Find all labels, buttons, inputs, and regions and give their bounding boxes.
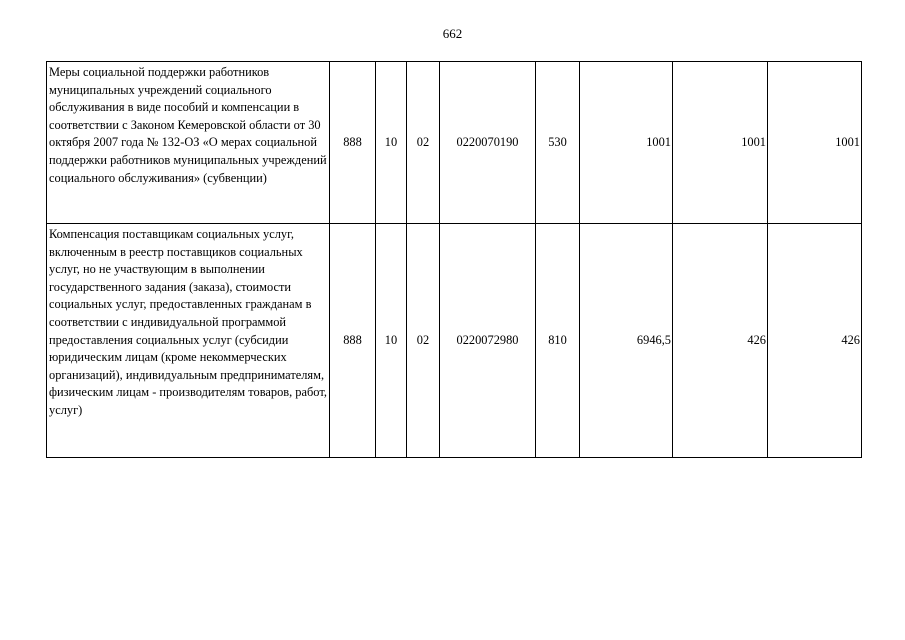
page-number: 662 (442, 26, 463, 41)
table-row (47, 62, 862, 224)
expense-type-code: 530 (536, 62, 580, 224)
amount-year-3: 426 (768, 224, 862, 458)
table-row (47, 224, 862, 458)
expense-type-code: 810 (536, 224, 580, 458)
amount-year-2: 1001 (673, 62, 768, 224)
amount-year-1: 1001 (580, 62, 673, 224)
ministry-code: 888 (330, 62, 376, 224)
subsection-code: 02 (407, 224, 440, 458)
expense-description: Компенсация поставщикам социальных услуг, включенным в реестр поставщиков социальных услуг, но не участвующим в выполнении государственного задания (заказа), стоимости социальных услуг, предоставленных гражданам в соответствии с индивидуальной программой предоставления социальных услуг (субсидии юридическим лицам (кроме некоммерческих организаций), индивидуальным предпринимателям, физическим лицам - производителям товаров, работ, услуг) (47, 224, 330, 458)
subsection-code: 02 (407, 62, 440, 224)
budget-table (46, 61, 862, 458)
ministry-code: 888 (330, 224, 376, 458)
target-article-code: 0220072980 (440, 224, 536, 458)
amount-year-3: 1001 (768, 62, 862, 224)
amount-year-1: 6946,5 (580, 224, 673, 458)
section-code: 10 (376, 224, 407, 458)
amount-year-2: 426 (673, 224, 768, 458)
section-code: 10 (376, 62, 407, 224)
target-article-code: 0220070190 (440, 62, 536, 224)
expense-description: Меры социальной поддержки работников муниципальных учреждений социального обслуживания в виде пособий и компенсации в соответствии с Законом Кемеровской области от 30 октября 2007 года № 132-ОЗ «О мерах социальной поддержки работников муниципальных учреждений социального обслуживания» (субвенции) (47, 62, 330, 224)
